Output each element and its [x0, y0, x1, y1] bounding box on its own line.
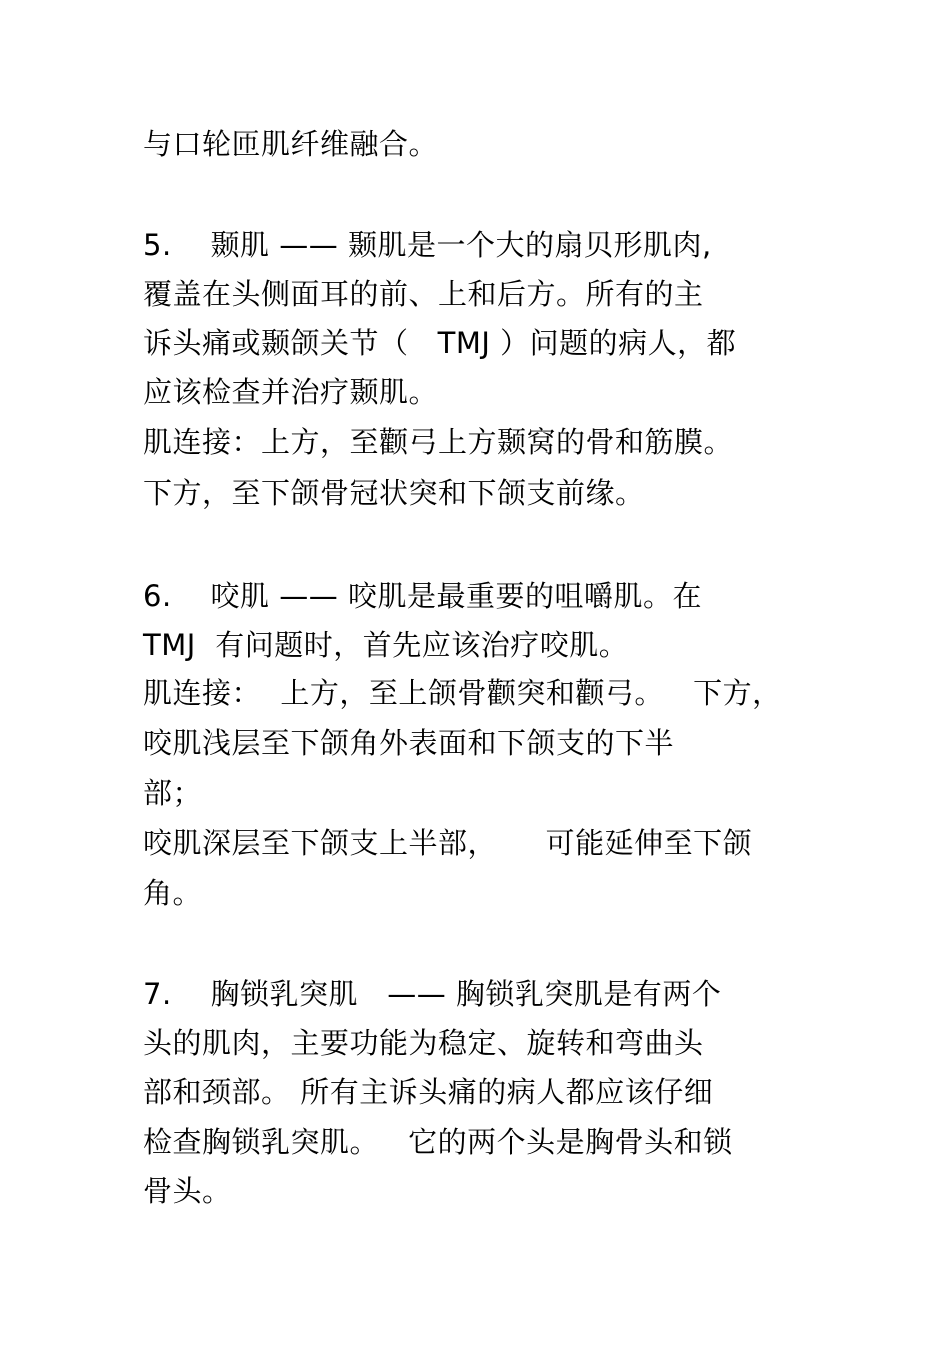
text-line: 应该检查并治疗颞肌。 — [143, 375, 439, 409]
text-line: 部； — [143, 776, 203, 810]
text-line: 肌连接： 上方，至上颌骨颧突和颧弓。 下方， — [143, 676, 782, 710]
text-line: 咬肌浅层至下颌角外表面和下颌支的下半 — [143, 726, 675, 760]
text-line: 部和颈部。 所有主诉头痛的病人都应该仔细 — [143, 1075, 714, 1109]
text-line: 下方，至下颌骨冠状突和下颌支前缘。 — [143, 476, 645, 510]
section-heading-temporalis: 5. 颞肌 —— 颞肌是一个大的扇贝形肌肉, — [143, 228, 712, 262]
text-line: TMJ 有问题时，首先应该治疗咬肌。 — [143, 628, 629, 662]
text-line: 头的肌肉，主要功能为稳定、旋转和弯曲头 — [143, 1026, 704, 1060]
text-line: 覆盖在头侧面耳的前、上和后方。所有的主 — [143, 277, 704, 311]
text-line: 与口轮匝肌纤维融合。 — [143, 127, 439, 161]
text-line: 检查胸锁乳突肌。 它的两个头是胸骨头和锁 — [143, 1125, 733, 1159]
section-heading-masseter: 6. 咬肌 —— 咬肌是最重要的咀嚼肌。在 — [143, 579, 702, 613]
text-line: 肌连接：上方，至颧弓上方颞窝的骨和筋膜。 — [143, 425, 734, 459]
text-line: 诉头痛或颞颌关节（ TMJ ）问题的病人，都 — [143, 326, 737, 360]
section-heading-sternocleidomastoid: 7. 胸锁乳突肌 —— 胸锁乳突肌是有两个 — [143, 977, 722, 1011]
text-line: 骨头。 — [143, 1174, 232, 1208]
text-line: 角。 — [143, 876, 203, 910]
text-line: 咬肌深层至下颌支上半部， 可能延伸至下颌 — [143, 826, 753, 860]
